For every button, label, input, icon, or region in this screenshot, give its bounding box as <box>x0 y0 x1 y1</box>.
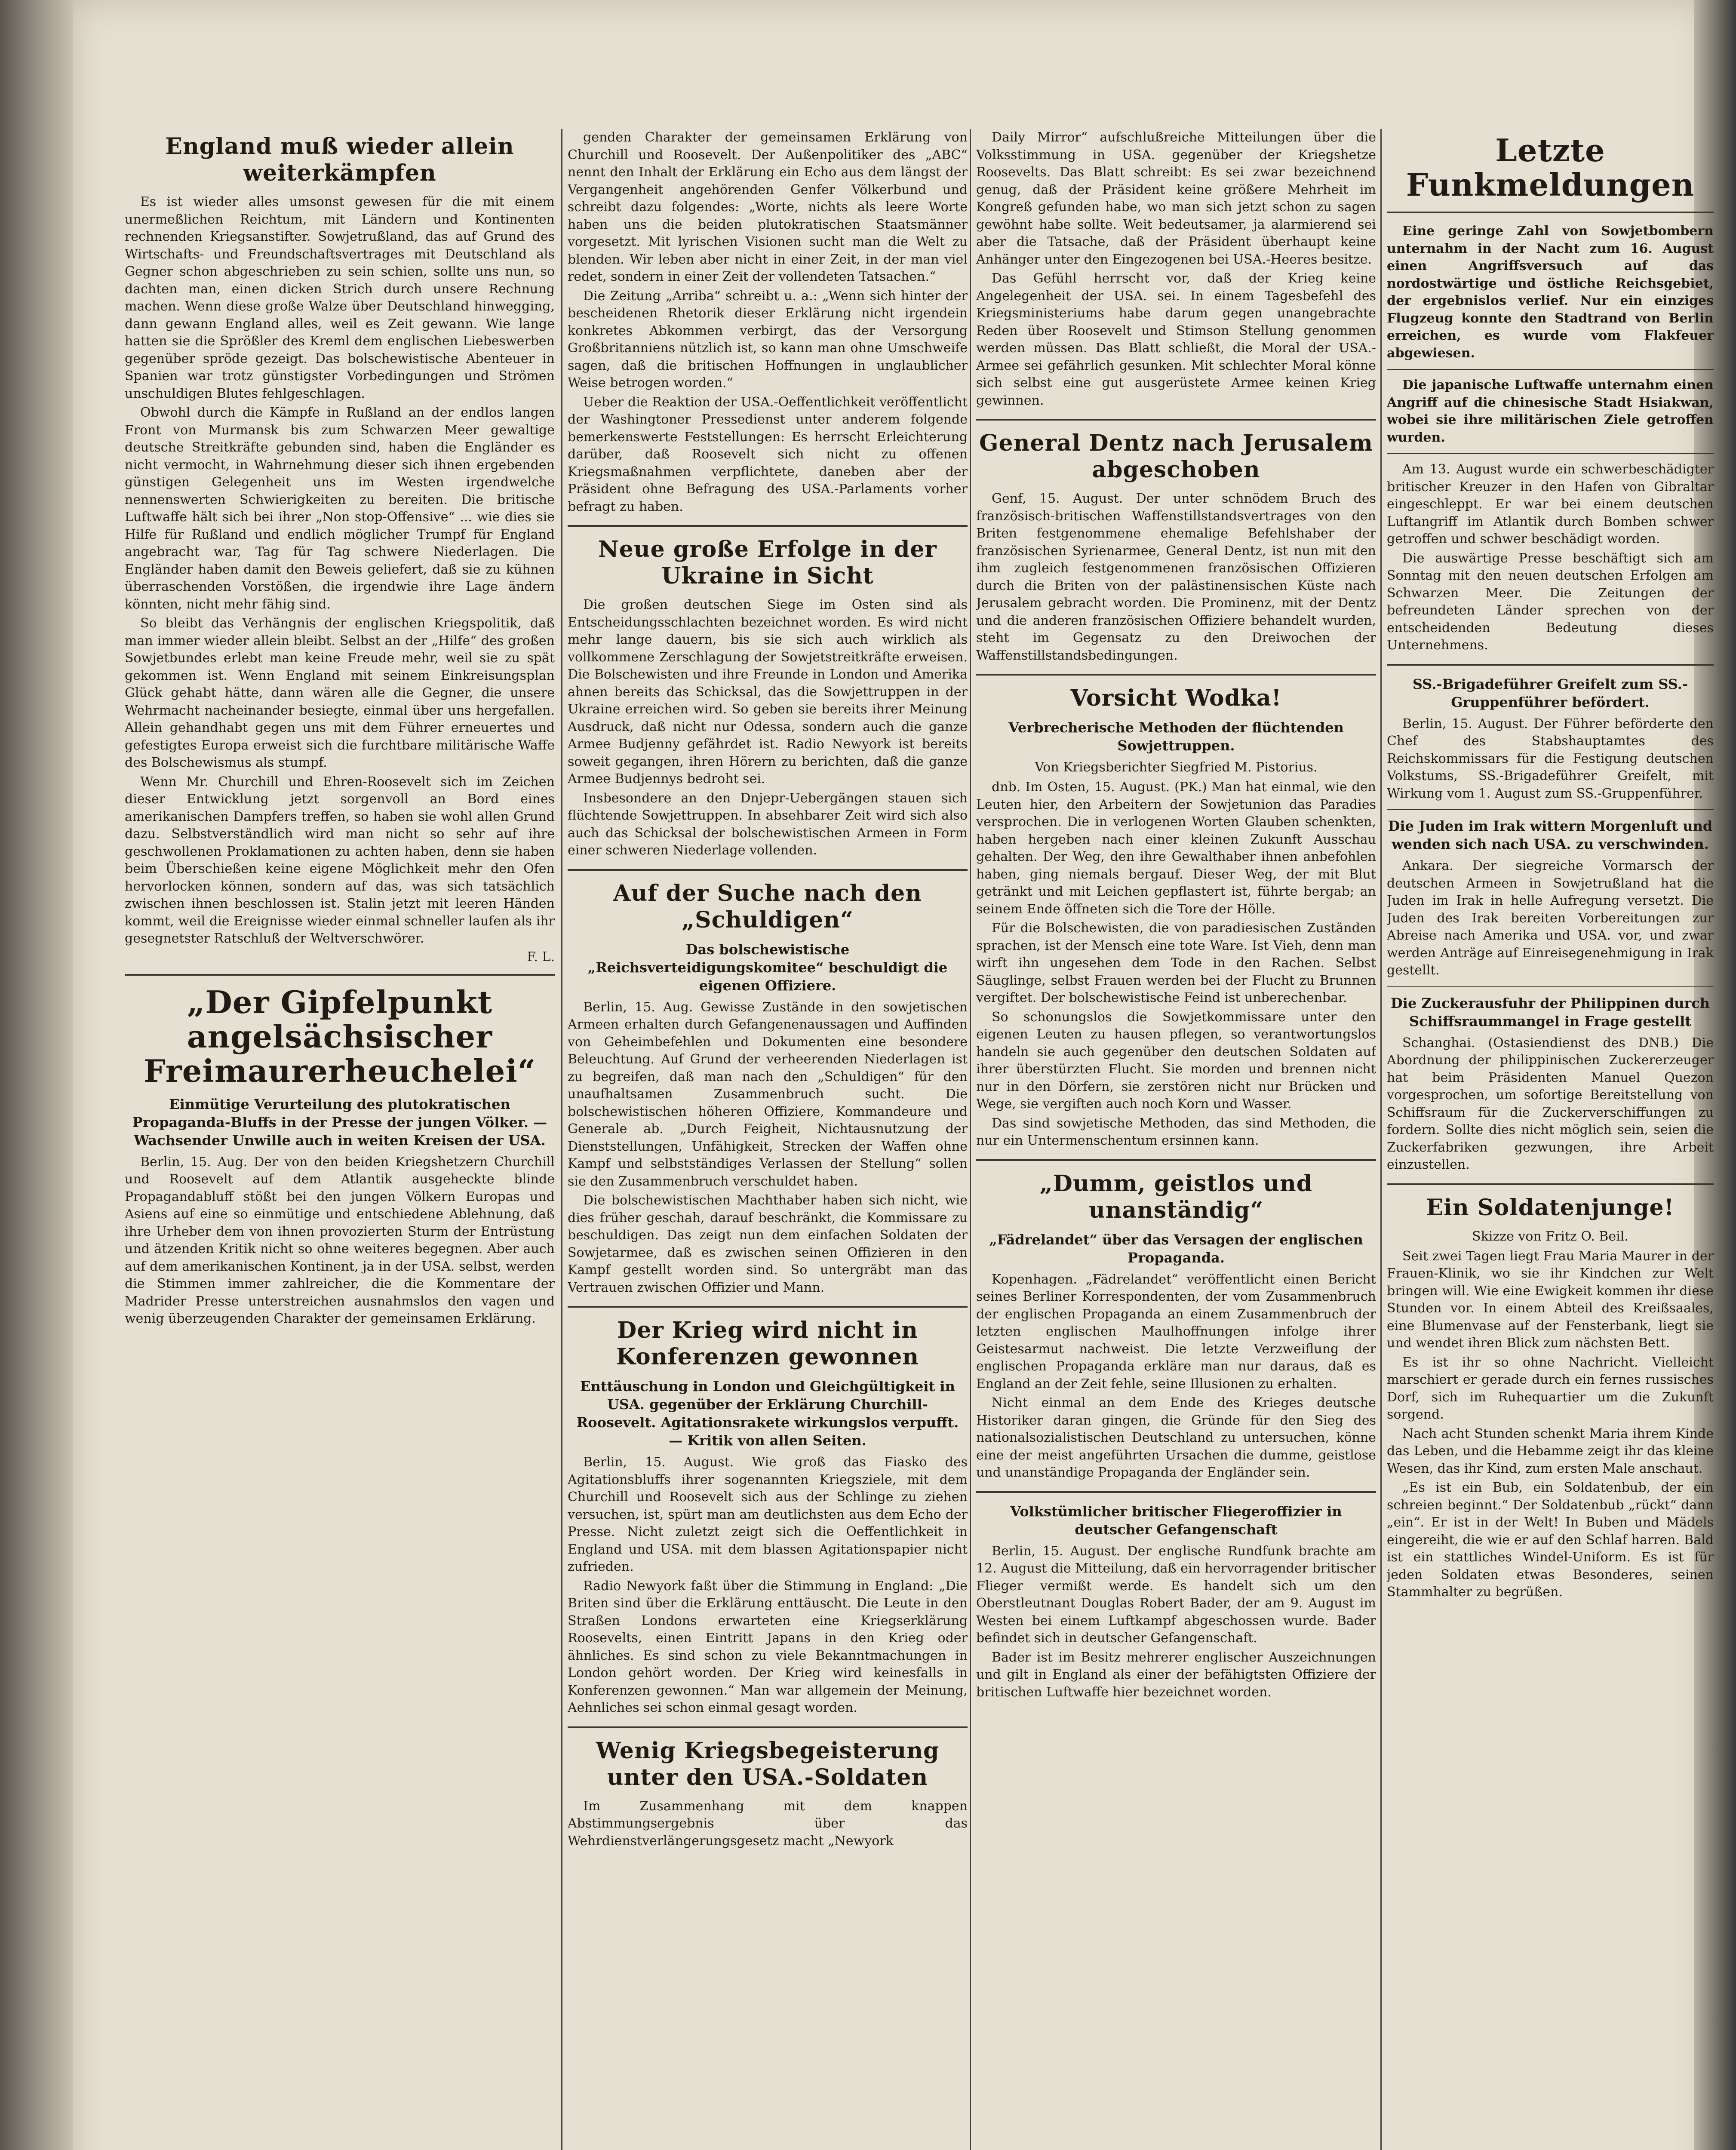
item-divider <box>1387 809 1714 810</box>
article-headline: Neue große Erfolge in der Ukraine in Sicht <box>598 536 937 589</box>
article-paragraph: Kopenhagen. „Fädrelandet“ veröffentlicht einen Bericht seines Berliner Korrespondenten, der vom Zusammenbruch der englischen Propaganda an einem Zusammenbruch der letzten englischen Maulhoffnungen infolge ihrer Geistesarmut nachweist. Die letzte Verzweiflung der englischen Propaganda erkläre man nur daraus, daß es England an der Zeit fehle, seine Illusionen zu erhalten. <box>976 1272 1376 1391</box>
article-paragraph: Wenn Mr. Churchill und Ehren-Roosevelt sich im Zeichen dieser Entwicklung jetzt sorgenvoll an Bord eines amerikanischen Dampfers treffen, so haben sie wohl allen Grund dazu. Selbstverständlich wird man nicht so sehr auf ihre geschwollenen Proklamationen zu achten haben, denn sie haben beim Überschießen keine eigene Möglichkeit mehr den Ofen hervorlocken können, sondern auf das, was sich tatsächlich zwischen ihnen beschlossen ist. Stalin jetzt mit leeren Händen kommt, weil die Ereignisse wieder einmal schneller laufen als ihr gesegnetster Ratschluß der Weltverschwörer. <box>125 774 555 946</box>
article-headline: SS.-Brigadeführer Greifelt zum SS.-Gruppenführer befördert. <box>1412 676 1688 710</box>
article-paragraph: Seit zwei Tagen liegt Frau Maria Maurer in der Frauen-Klinik, wo sie ihr Kindchen zur Welt bringen will. Wie eine Ewigkeit kommen ihr diese Stunden vor. In einem Abteil des Kreißsaales, eine Blumenvase auf der Fensterbank, liegt sie und wendet ihren Blick zum nächsten Bett. <box>1387 1248 1714 1351</box>
item-divider <box>1387 453 1714 454</box>
article-paragraph: Obwohl durch die Kämpfe in Rußland an der endlos langen Front von Murmansk bis zum Schwarzen Meer gewaltige deutsche Streitkräfte gebunden sind, haben die Engländer es nicht vermocht, in Wahrnehmung dieser sich ihnen ergebenden günstigen Gelegenheit uns im Westen irgendwelche nennenswerten Schwierigkeiten zu bereiten. Die britische Luftwaffe hält sich bei ihrer „Non stop-Offensive“ ... wie dies sie Hilfe für Rußland und endlich möglicher Trumpf für England angebracht war, Tag für Tag schwere Niederlagen. Die Engländer haben damit den Beweis geliefert, daß sie zu kühnen überraschenden Vorstößen, die irgendwie ihre Lage ändern könnten, nicht mehr fähig sind. <box>125 405 555 612</box>
article-paragraph: Berlin, 15. Aug. Der von den beiden Kriegshetzern Churchill und Roosevelt auf dem Atlantik ausgeheckte blinde Propagandabluff stößt bei den jungen Völkern Europas und Asiens auf eine so einmütige und entschiedene Ablehnung, daß ihre Urheber dem von ihnen provozierten Sturm der Entrüstung und ätzenden Kritik nicht so ohne weiteres begegnen. Aber auch auf dem amerikanischen Kontinent, ja in der USA. selbst, werden die Stimmen immer zahlreicher, die die Kommentare der Madrider Presse unterstreichen ausnahmslos den vagen und wenig überzeugenden Charakter der gemeinsamen Erklärung. <box>125 1154 555 1326</box>
article-paragraph: Berlin, 15. August. Wie groß das Fiasko des Agitationsbluffs ihrer sogenannten Kriegsziele, mit dem Churchill und Roosevelt sich aus der Schlinge zu ziehen versuchen, ist, spürt man am deutlichsten aus dem Echo der Presse. Nicht zuletzt zeigt sich die Oeffentlichkeit in England und USA. mit dem blassen Agitationspapier nicht zufrieden. <box>568 1455 968 1574</box>
article-paragraph: Das Gefühl herrscht vor, daß der Krieg keine Angelegenheit der USA. sei. In einem Tagesbefehl des Kriegsministeriums habe darum gegen unangebrachte Reden über Roosevelt und Stimson Stellung genommen werden müssen. Das Blatt schließt, die Moral der USA.-Armee sei gefährlich gesunken. Mit schlechter Moral könne sich selbst eine gut ausgerüstete Armee keinen Krieg gewinnen. <box>976 271 1376 408</box>
section-divider <box>976 1159 1376 1161</box>
article-headline: „Der Gipfelpunkt angelsächsischer Freimaurerheuchelei“ <box>143 983 536 1089</box>
news-item: Eine geringe Zahl von Sowjetbombern unternahm in der Nacht zum 16. August einen Angriffsversuch auf das nordostwärtige und östliche Reichsgebiet, der ergebnislos verlief. Nur ein einziges Flugzeug konnte den Stadtrand von Berlin erreichen, es wurde vom Flakfeuer abgewiesen. <box>1387 224 1714 361</box>
column-1 <box>125 129 555 2150</box>
article-headline: Ein Soldatenjunge! <box>1426 1194 1675 1221</box>
article-subheadline: Enttäuschung in London und Gleichgültigkeit in USA. gegenüber der Erklärung Churchill-Roosevelt. Agitationsrakete wirkungslos verpufft. — Kritik von allen Seiten. <box>576 1378 959 1449</box>
article-headline: Die Juden im Irak wittern Morgenluft und wenden sich nach USA. zu verschwinden. <box>1388 818 1713 852</box>
scan-left-margin <box>0 0 73 2150</box>
article-signature: F. L. <box>527 949 555 964</box>
article-subheadline: Verbrecherische Methoden der flüchtenden Sowjettruppen. <box>1008 719 1344 754</box>
article-subheadline: Einmütige Verurteilung des plutokratischen Propaganda-Bluffs in der Presse der jungen Völker. — Wachsender Unwille auch in weiten Kreisen der USA. <box>132 1096 547 1149</box>
article-author: Skizze von Fritz O. Beil. <box>1472 1229 1628 1244</box>
article-paragraph: Ankara. Der siegreiche Vormarsch der deutschen Armeen in Sowjetrußland hat die Juden im Irak in helle Aufregung versetzt. Die Juden des Irak bereiten Vorbereitungen zur Abreise nach Amerika und USA. vor, und zwar werden Anträge auf Einreisegenehmigung in Irak gestellt. <box>1387 858 1714 978</box>
article-paragraph: Die bolschewistischen Machthaber haben sich nicht, wie dies früher geschah, darauf beschränkt, die Kommissare zu beschuldigen. Das zeigt nun dem einfachen Soldaten der Sowjetarmee, daß es zwischen seinen Offizieren in den Kampf gestellt worden sind. So untergräbt man das Vertrauen zwischen Offizier und Mann. <box>568 1193 968 1295</box>
section-divider <box>1387 664 1714 666</box>
section-divider <box>568 869 968 871</box>
article-headline: Die Zuckerausfuhr der Philippinen durch Schiffsraummangel in Frage gestellt <box>1391 995 1710 1029</box>
section-divider <box>976 1491 1376 1493</box>
article-paragraph: Insbesondere an den Dnjepr-Uebergängen stauen sich flüchtende Sowjettruppen. In absehbarer Zeit wird sich also auch das Schicksal der bolschewistischen Armeen in Form einer schweren Niederlage vollenden. <box>568 790 968 858</box>
column-rule <box>561 129 562 2150</box>
article-headline: Volkstümlicher britischer Fliegeroffizier in deutscher Gefangenschaft <box>1010 1503 1342 1538</box>
article-headline: „Dumm, geistlos und unanständig“ <box>1039 1170 1313 1223</box>
section-divider <box>1387 1183 1714 1185</box>
article-paragraph: Berlin, 15. Aug. Gewisse Zustände in den sowjetischen Armeen erhalten durch Gefangenenaussagen und Auffinden von Geheimbefehlen und Dokumenten eine besondere Beleuchtung. Auf Grund der verheerenden Niederlagen ist zu begreifen, daß man nach den „Schuldigen“ für den unaufhaltsamen Zusammenbruch sucht. Die bolschewistischen höheren Offiziere, Kommandeure und Generale ab. „Durch Feigheit, Nichtausnutzung der Dienststellungen, Unfähigkeit, Strecken der Waffen ohne Kampf und selbstständiges Verlassen der Stellung“ sollen sie den Zusammenbruch verschuldet haben. <box>568 999 968 1189</box>
article-paragraph: Radio Newyork faßt über die Stimmung in England: „Die Briten sind über die Erklärung enttäuscht. Die Leute in den Straßen Londons erwarteten eine Kriegserklärung Roosevelts, einen Eintritt Japans in den Krieg oder ähnliches. Es sind schon zu viele Bekanntmachungen in London gehört worden. Der Krieg wird keinesfalls in Konferenzen gewonnen.“ Man war allgemein der Meinung, Aehnliches sei schon einmal gesagt worden. <box>568 1578 968 1715</box>
article-paragraph: Das sind sowjetische Methoden, das sind Methoden, die nur ein Untermenschentum ersinnen kann. <box>976 1115 1376 1148</box>
article-paragraph: Genf, 15. August. Der unter schnödem Bruch des französisch-britischen Waffenstillstandsvertrages von den Briten festgenommene ehemalige Befehlshaber der französischen Syrienarmee, General Dentz, ist nun mit den ihm zugleich festgenommenen französischen Offizieren durch die Briten von der palästinensischen Küste nach Jerusalem gebracht worden. Die Prominenz, mit der Dentz und die anderen französischen Offiziere behandelt wurden, steht im Gegensatz zu den Dreiwochen der Waffenstillstandsbedingungen. <box>976 491 1376 663</box>
article-headline: General Dentz nach Jerusalem abgeschoben <box>979 430 1373 483</box>
article-headline: Der Krieg wird nicht in Konferenzen gewonnen <box>616 1317 919 1370</box>
article-paragraph: Daily Mirror“ aufschlußreiche Mitteilungen über die Volksstimmung in USA. gegenüber der Kriegshetze Roosevelts. Das Blatt schreibt: Es sei zwar bezeichnend genug, daß der Präsident keine größere Mehrheit im Kongreß gefunden habe, wo man sich jetzt schon zu sagen gewöhnt habe sollte. Weit bedeutsamer, ja alarmierend sei aber die Tatsache, daß der Präsident überhaupt keine Anhänger unter den Eingezogenen bei USA.-Heeres besitze. <box>976 130 1376 267</box>
article-paragraph: Ueber die Reaktion der USA.-Oeffentlichkeit veröffentlicht der Washingtoner Pressedienst unter anderem folgende bemerkenswerte Feststellungen: Es herrscht Erleichterung darüber, daß Roosevelt sich nicht zu offenen Kriegsmaßnahmen verpflichtete, daneben aber der Präsident ohne Befragung des USA.-Parlaments vorher befragt zu haben. <box>568 394 968 514</box>
section-headline: Letzte Funkmeldungen <box>1406 132 1695 203</box>
article-headline: Wenig Kriegsbegeisterung unter den USA.-Soldaten <box>596 1737 940 1791</box>
section-divider <box>568 1306 968 1308</box>
article-paragraph: Schanghai. (Ostasiendienst des DNB.) Die Abordnung der philippinischen Zuckererzeuger hat beim Präsidenten Manuel Quezon vorgesprochen, um sofortige Bereitstellung von Schiffsraum für die Zuckerverschiffungen zu fordern. Sollte dies nicht möglich sein, seien die Zuckerfabriken gezwungen, ihre Arbeit einzustellen. <box>1387 1035 1714 1172</box>
article-headline: Vorsicht Wodka! <box>1070 685 1282 711</box>
news-item: Die japanische Luftwaffe unternahm einen Angriff auf die chinesische Stadt Hsiakwan, wobei sie ihre militärischen Ziele getroffen wurden. <box>1387 378 1714 445</box>
article-paragraph: Es ist ihr so ohne Nachricht. Vielleicht marschiert er gerade durch ein fernes russisches Dorf, sich im Ruhequartier um die Zukunft sorgend. <box>1387 1354 1714 1422</box>
article-paragraph: „Es ist ein Bub, ein Soldatenbub, der ein schreien beginnt.“ Der Soldatenbub „rückt“ dann „ein“. Er ist in der Welt! In Buben und Mädels eingereiht, die wie er auf den Schlaf harren. Bald ist ein stattliches Windel-Uniform. Es ist für jeden Soldaten etwas Besonderes, seinen Stammhalter zu begrüßen. <box>1387 1480 1714 1600</box>
article-paragraph: Es ist wieder alles umsonst gewesen für die mit einem unermeßlichen Reichtum, mit Ländern und Kontinenten rechnenden Kriegsanstifter. Sowjetrußland, das auf Grund des Wirtschafts- und Freundschaftsvertrages mit Deutschland als Gegner schon abgeschrieben zu sein schien, sollte uns nun, so dachten man, einen dicken Strich durch unsere Rechnung machen. Wenn diese große Walze über Deutschland hinwegging, dann gewann England alles, weil es Zeit gewann. Wie lange hatten sie die Sprößler des Kreml dem englischen Liebeswerben gegenüber spröde gezeigt. Das bolschewistische Abenteuer in Spanien war trotz günstigster Vorbedingungen und Strömen unschuldigen Blutes fehlgeschlagen. <box>125 194 555 401</box>
news-item: Am 13. August wurde ein schwerbeschädigter britischer Kreuzer in den Hafen von Gibraltar eingeschleppt. Er war bei einem deutschen Luftangriff im Atlantik durch Bomben schwer getroffen und schwer beschädigt worden. <box>1387 462 1714 547</box>
news-item: Die auswärtige Presse beschäftigt sich am Sonntag mit den neuen deutschen Erfolgen am Schwarzen Meer. Die Zeitungen der befreundeten Länder sprechen von der entscheidenden Bedeutung dieses Unternehmens. <box>1387 550 1714 653</box>
article-paragraph: Nicht einmal an dem Ende des Krieges deutsche Historiker daran gingen, die Gründe für den Sieg des nationalsozialistischen Deutschland zu untersuchen, könne eine der meist angeführten Ursachen die dumme, geistlose und unanständige Propaganda der Engländer sein. <box>976 1395 1376 1480</box>
column-2 <box>568 129 968 2150</box>
article-paragraph: So bleibt das Verhängnis der englischen Kriegspolitik, daß man immer wieder allein bleibt. Selbst an der „Hilfe“ des großen Sowjetbundes erlebt man keine Freude mehr, weil sie zu spät gekommen ist. Wenn England mit seinem Einkreisungsplan Glück gehabt hätte, dann wären alle die Gegner, die unsere Wehrmacht nacheinander besiegte, einmal über uns hergefallen. Allein gehandhabt gegen uns mit dem Führer erneuertes und gefestigtes Europa erweist sich die furchtbare militärische Waffe des Bolschewismus als stumpf. <box>125 616 555 770</box>
article-paragraph: Die Zeitung „Arriba“ schreibt u. a.: „Wenn sich hinter der bescheidenen Rhetorik dieser Erklärung nicht irgendein konkretes Abkommen verbirgt, das der Versorgung Großbritanniens nützlich ist, so kann man ohne Umschweife sagen, daß die britischen Hoffnungen in unglaublicher Weise betrogen worden.“ <box>568 288 968 390</box>
item-divider <box>1387 369 1714 370</box>
column-rule <box>970 129 971 2150</box>
article-subheadline: Das bolschewistische „Reichsverteidigungskomitee“ beschuldigt die eigenen Offiziere. <box>587 941 948 994</box>
section-divider <box>125 974 555 976</box>
article-headline: England muß wieder allein weiterkämpfen <box>165 133 514 186</box>
column-4 <box>1387 129 1714 2150</box>
article-paragraph: Die großen deutschen Siege im Osten sind als Entscheidungsschlachten bezeichnet worden. Es wird nicht mehr lange dauern, bis sie sich auch wirklich als vollkommene Zerschlagung der Sowjetstreitkräfte erweisen. Die Bolschewisten und ihre Freunde in London und Amerika ahnen bereits das Schicksal, das die Sowjettruppen in der Ukraine erreichen wird. So geben sie bereits ihrer Meinung Ausdruck, daß nicht nur Odessa, sondern auch die ganze Armee Budjenny gefährdet ist. Radio Newyork ist bereits soweit gegangen, ihren Hörern zu berichten, daß die ganze Armee Budjennys bedroht sei. <box>568 597 968 786</box>
column-3 <box>976 129 1376 2150</box>
article-author: Von Kriegsberichter Siegfried M. Pistorius. <box>1035 760 1318 775</box>
section-divider <box>976 419 1376 421</box>
section-divider <box>976 674 1376 676</box>
column-rule <box>1380 129 1382 2150</box>
article-paragraph: So schonungslos die Sowjetkommissare unter den eigenen Leuten zu hausen pflegen, so verantwortungslos handeln sie auch gegenüber den deutschen Soldaten auf ihrer überstürzten Flucht. Sie morden und brennen nicht nur in den Dörfern, sie zerstören nicht nur Brücken und Wege, sie vergiften auch noch Korn und Wasser. <box>976 1009 1376 1112</box>
section-divider <box>1387 212 1714 213</box>
article-paragraph: Für die Bolschewisten, die von paradiesischen Zuständen sprachen, ist der Mensch eine tote Ware. Ist Vieh, denn man wirft ihn ungesehen dem Tode in den Rachen. Selbst Säuglinge, selbst Frauen werden bei der Flucht zu Brunnen vergiftet. Der bolschewistische Feind ist unberechenbar. <box>976 921 1376 1005</box>
section-divider <box>568 525 968 527</box>
article-paragraph: Im Zusammenhang mit dem knappen Abstimmungsergebnis über das Wehrdienstverlängerungsgesetz macht „Newyork <box>568 1798 968 1849</box>
article-paragraph: Nach acht Stunden schenkt Maria ihrem Kinde das Leben, und die Hebamme zeigt ihr das kleine Wesen, das ihr Kind, zum ersten Male anschaut. <box>1387 1426 1714 1476</box>
article-subheadline: „Fädrelandet“ über das Versagen der englischen Propaganda. <box>989 1231 1363 1266</box>
article-paragraph: Berlin, 15. August. Der Führer beförderte den Chef des Stabshauptamtes des Reichskommissars für die Festigung deutschen Volkstums, SS.-Brigadeführer Greifelt, mit Wirkung vom 1. August zum SS.-Gruppenführer. <box>1387 716 1714 801</box>
article-paragraph: Berlin, 15. August. Der englische Rundfunk brachte am 12. August die Mitteilung, daß ein hervorragender britischer Flieger vermißt werde. Es handelt sich um den Oberstleutnant Douglas Robert Bader, der am 9. August im Westen bei einem Luftkampf abgeschossen wurde. Bader befindet sich in deutscher Gefangenschaft. <box>976 1543 1376 1646</box>
article-headline: Auf der Suche nach den „Schuldigen“ <box>613 880 922 933</box>
article-paragraph: genden Charakter der gemeinsamen Erklärung von Churchill und Roosevelt. Der Außenpolitiker des „ABC“ nennt den Inhalt der Erklärung ein Echo aus dem längst der Vergangenheit angehörenden Genfer Völkerbund und schreibt dazu folgendes: „Worte, nichts als leere Worte haben uns die beiden plutokratischen Staatsmänner vorgesetzt. Mit lyrischen Visionen sucht man die Welt zu blenden. Wir leben aber nicht in einer Zeit, in der man viel redet, sondern in einer Zeit der vollendeten Tatsachen.“ <box>568 130 968 284</box>
article-paragraph: Bader ist im Besitz mehrerer englischer Auszeichnungen und gilt in England als einer der befähigtsten Offiziere der britischen Luftwaffe hier bezeichnet worden. <box>976 1649 1376 1700</box>
item-divider <box>1387 986 1714 987</box>
article-paragraph: dnb. Im Osten, 15. August. (PK.) Man hat einmal, wie den Leuten hier, den Arbeitern der Sowjetunion das Paradies versprochen. Die in verlogenen Worten Glauben schenkten, haben hergeben nach einer kleinen Zukunft Ausschau gehalten. Der Weg, den ihre Gewalthaber ihnen anbefohlen haben, ging niemals bergauf. Dieser Weg, der mit Blut getränkt und mit Leichen gepflastert ist, führte bergab; an seinem Ende öffneten sich die Tore der Hölle. <box>976 780 1376 917</box>
section-divider <box>568 1726 968 1728</box>
